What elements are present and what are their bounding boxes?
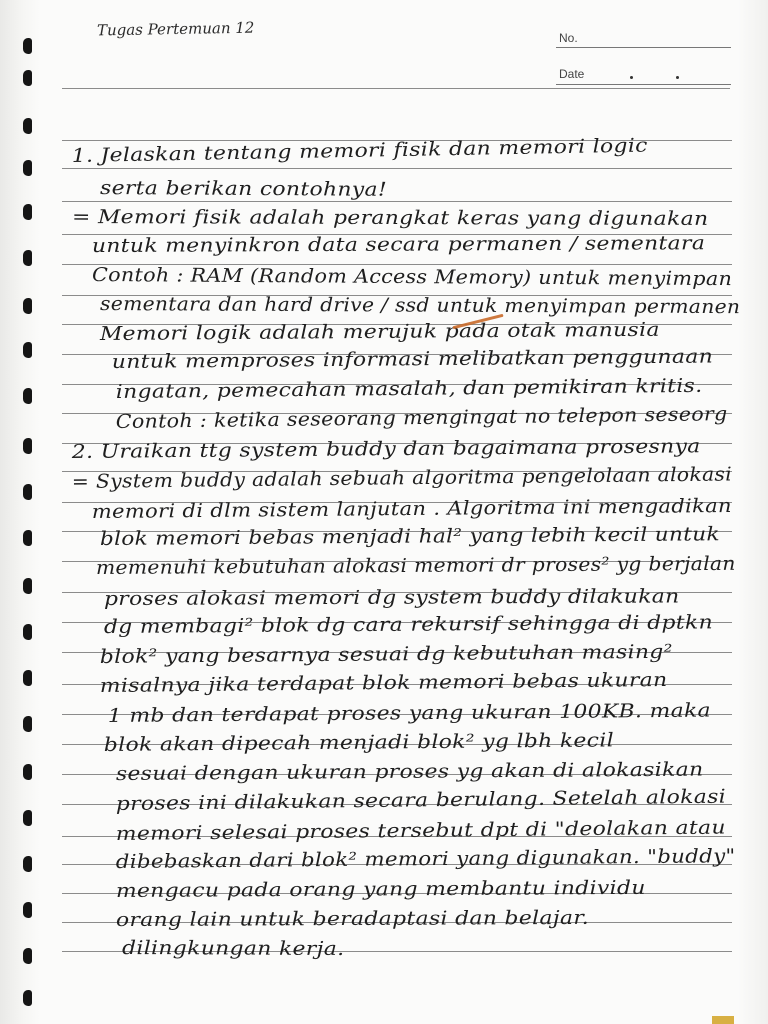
text-line: 1 mb dan terdapat proses yang ukuran 100KB. maka <box>107 699 712 728</box>
date-dot <box>630 76 633 79</box>
text-line: blok akan dipecah menjadi blok² yg lbh kecil <box>103 729 615 757</box>
binding-hole <box>23 250 32 266</box>
binding-hole <box>23 990 32 1006</box>
text-line: sementara dan hard drive / ssd untuk menyimpan permanen <box>100 293 741 319</box>
text-line: = Memori fisik adalah perangkat keras yang digunakan <box>72 206 709 230</box>
binding-hole <box>23 624 32 640</box>
binding-hole <box>23 530 32 546</box>
text-line: serta berikan contohnya! <box>100 177 388 201</box>
text-line: proses alokasi memori dg system buddy dilakukan <box>103 585 680 610</box>
text-line: untuk menyinkron data secara permanen / sementara <box>91 232 706 257</box>
binding-hole <box>23 160 32 176</box>
text-line: Memori logik adalah merujuk pada otak manusia <box>99 318 660 346</box>
binding-hole <box>23 764 32 780</box>
text-line: blok² yang besarnya sesuai dg kebutuhan masing² <box>99 640 673 669</box>
binding-hole <box>23 388 32 404</box>
binding-hole <box>23 70 32 86</box>
text-line: mengacu pada orang yang membantu individu <box>115 876 646 902</box>
binding-hole <box>23 716 32 732</box>
text-line: orang lain untuk beradaptasi dan belajar. <box>115 906 590 931</box>
binding-hole <box>23 204 32 220</box>
date-label: Date <box>559 67 585 81</box>
text-line: sesuai dengan ukuran proses yg akan di alokasikan <box>115 758 704 786</box>
no-field-line <box>556 47 731 48</box>
text-line: memenuhi kebutuhan alokasi memori dr proses² yg berjalan <box>95 552 736 579</box>
binding-hole <box>23 856 32 872</box>
binding-hole <box>23 298 32 314</box>
text-line: misalnya jika terdapat blok memori bebas ukuran <box>99 668 668 698</box>
binding-hole <box>23 438 32 454</box>
corner-mark <box>712 1016 734 1024</box>
text-line: 1. Jelaskan tentang memori fisik dan memori logic <box>71 134 648 168</box>
text-line: proses ini dilakukan secara berulang. Setelah alokasi <box>115 785 727 816</box>
page-title: Tugas Pertemuan 12 <box>96 18 255 40</box>
binding-hole <box>23 38 32 54</box>
date-dot <box>676 76 679 79</box>
binding-strip <box>0 0 40 1024</box>
binding-hole <box>23 948 32 964</box>
ruled-line <box>62 168 732 169</box>
binding-hole <box>23 902 32 918</box>
binding-hole <box>23 670 32 686</box>
text-line: memori selesai proses tersebut dpt di "deolakan atau <box>115 816 726 846</box>
date-field-line <box>556 84 731 85</box>
binding-hole <box>23 484 32 500</box>
text-line: 2. Uraikan ttg system buddy dan bagaimana prosesnya <box>71 435 701 464</box>
binding-hole <box>23 342 32 358</box>
text-line: blok memori bebas menjadi hal² yang lebih kecil untuk <box>99 523 721 551</box>
no-label: No. <box>559 31 578 45</box>
text-line: dg membagi² blok dg cara rekursif sehingga di dptkn <box>103 611 714 639</box>
ruled-line <box>62 88 730 89</box>
text-line: dilingkungan kerja. <box>122 937 345 961</box>
text-line: Contoh : ketika seseorang mengingat no telepon seseorg <box>115 403 728 434</box>
text-line: = System buddy adalah sebuah algoritma pengelolaan alokasi <box>71 463 733 494</box>
text-line: dibebaskan dari blok² memori yang digunakan. "buddy" <box>115 845 736 874</box>
ruled-line <box>62 201 732 202</box>
binding-hole <box>23 810 32 826</box>
text-line: memori di dlm sistem lanjutan . Algoritma ini mengadikan <box>91 494 732 524</box>
text-line: ingatan, pemecahan masalah, dan pemikiran kritis. <box>115 374 703 404</box>
binding-hole <box>23 118 32 134</box>
page-edge <box>738 0 768 1024</box>
text-line: Contoh : RAM (Random Access Memory) untuk menyimpan <box>92 264 733 291</box>
binding-hole <box>23 578 32 594</box>
text-line: untuk memproses informasi melibatkan penggunaan <box>111 345 714 374</box>
